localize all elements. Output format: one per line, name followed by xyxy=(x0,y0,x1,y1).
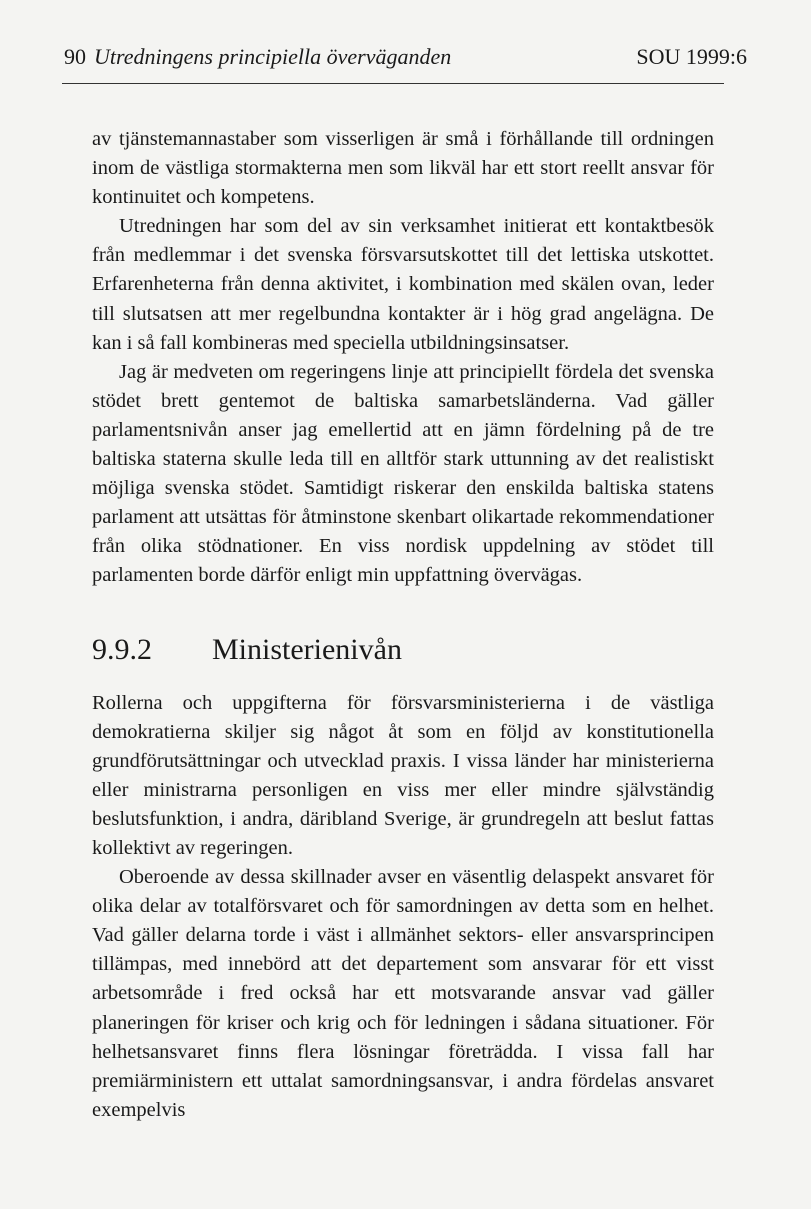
paragraph: av tjänstemannastaber som visserligen är små i förhållande till ordningen inom de västliga stormakterna men som likväl har ett stort reellt ansvar för kontinuitet och kompetens. xyxy=(92,128,714,209)
running-header xyxy=(64,44,747,72)
paragraph: Jag är medveten om regeringens linje att principiellt fördela det svenska stödet brett gentemot de baltiska samarbetsländerna. Vad gäller parlamentsnivån anser jag emellertid att en jämn fördelning på de tre baltiska staterna skulle leda till en alltför stark uttunning av det realistiskt möjliga svenska stödet. Samtidigt riskerar den enskilda baltiska statens parlament att utsättas för åtminstone skenbart olikartade rekommendationer från olika stödnationer. En viss nordisk uppdelning av stödet till parlamenten borde därför enligt min uppfattning övervägas. xyxy=(92,360,714,587)
paragraph: Oberoende av dessa skillnader avser en väsentlig delaspekt ansvaret för olika delar av totalförsvaret och för samordningen av detta som en helhet. Vad gäller delarna torde i väst i allmänhet sektors- eller ansvarsprincipen tillämpas, med innebörd att det departement som ansvarar för ett visst arbetsområde i fred också har ett motsvarande ansvar vad gäller planeringen för kriser och krig och för ledningen i sådana situationer. För helhetsansvaret finns flera lösningar företrädda. I vissa fall har premiärministern ett uttalat samordningsansvar, i andra fördelas ansvaret exempelvis xyxy=(92,866,714,1121)
section-number: 9.9.2 xyxy=(92,632,152,666)
header-rule xyxy=(62,83,724,84)
header-left xyxy=(64,44,451,70)
running-title: Utredningens principiella överväganden xyxy=(94,44,452,69)
report-id: SOU 1999:6 xyxy=(636,44,747,69)
section-heading xyxy=(92,631,714,669)
paragraph: Utredningen har som del av sin verksamhet initierat ett kontaktbesök från medlemmar i det svenska försvarsutskottet till det lettiska utskottet. Erfarenheterna från denna aktivitet, i kombination med skälen ovan, leder till slutsatsen att mer regelbundna kontakter är i hög grad angelägna. De kan i så fall kombineras med speciella utbildningsinsatser. xyxy=(92,215,714,354)
paragraph: Rollerna och uppgifterna för försvarsministerierna i de västliga demokratierna skiljer sig något åt som en följd av konstitutionella grundförutsättningar och utvecklad praxis. I vissa länder har ministerierna eller ministrarna personligen en viss mer eller mindre självständig beslutsfunktion, i andra, däribland Sverige, är grundregeln att beslut fattas kollektivt av regeringen. xyxy=(92,691,714,859)
section-title: Ministerienivån xyxy=(212,632,402,666)
body-text xyxy=(92,125,714,1125)
page-number: 90 xyxy=(64,44,86,69)
